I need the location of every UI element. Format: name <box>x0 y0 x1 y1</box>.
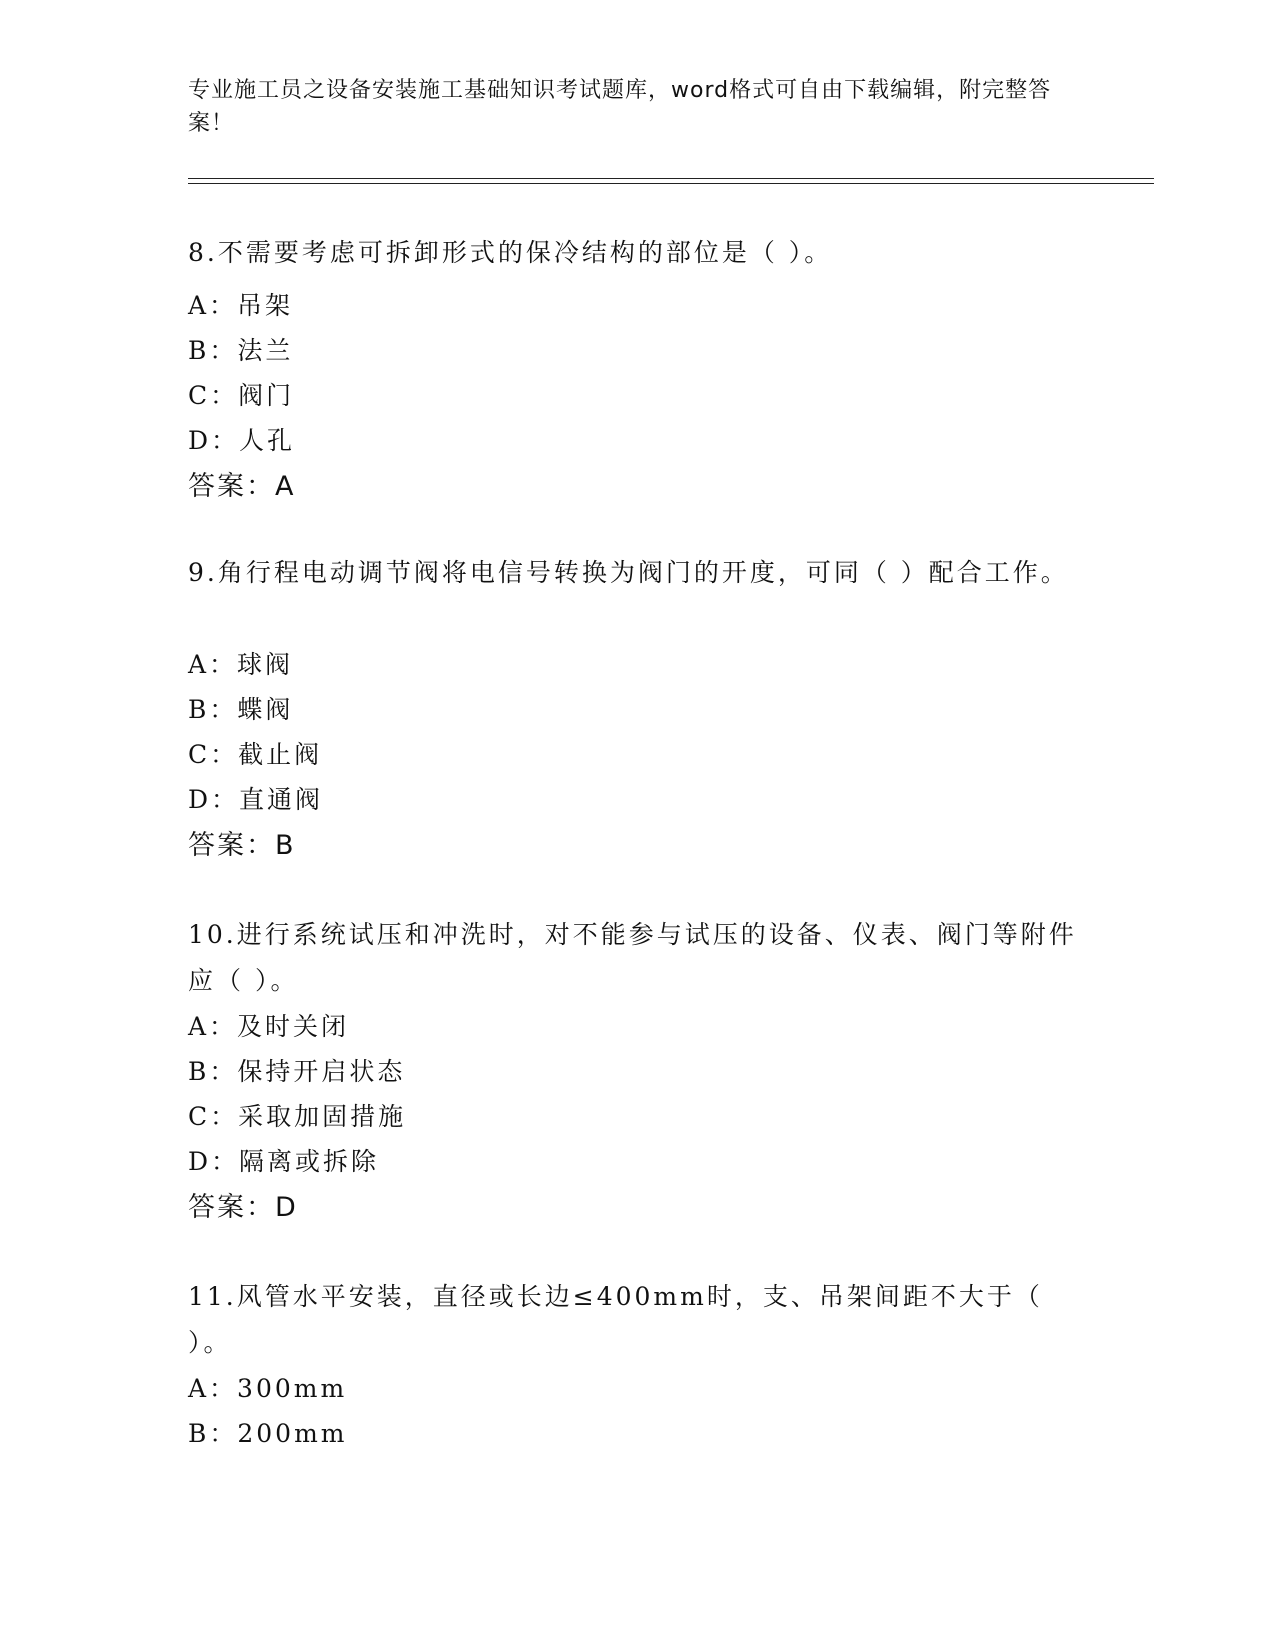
header-divider-bottom <box>188 183 1154 184</box>
question-11-option-a: A：300mm <box>188 1374 348 1403</box>
question-10-option-b: B：保持开启状态 <box>188 1057 406 1086</box>
question-9-option-c: C：截止阀 <box>188 740 323 769</box>
question-10-option-c: C：采取加固措施 <box>188 1102 407 1131</box>
question-10-option-a: A：及时关闭 <box>188 1012 350 1041</box>
question-8-option-b: B：法兰 <box>188 336 294 365</box>
question-10-answer: 答案：D <box>188 1192 298 1223</box>
question-11-option-b: B：200mm <box>188 1419 348 1448</box>
question-9-option-a: A：球阀 <box>188 650 294 679</box>
question-8-option-c: C：阀门 <box>188 381 295 410</box>
question-8-stem: 8.不需要考虑可拆卸形式的保冷结构的部位是（ ）。 <box>188 238 833 267</box>
header-divider-top <box>188 178 1154 179</box>
question-8-answer: 答案：A <box>188 471 296 502</box>
question-10-option-d: D：隔离或拆除 <box>188 1147 380 1176</box>
question-9-option-d: D：直通阀 <box>188 785 324 814</box>
question-8-option-d: D：人孔 <box>188 426 296 455</box>
question-9-option-b: B：蝶阀 <box>188 695 294 724</box>
question-11-stem: 11.风管水平安装，直径或长边≤400mm时，支、吊架间距不大于（ ）。 <box>188 1282 1043 1357</box>
question-9-stem: 9.角行程电动调节阀将电信号转换为阀门的开度，可同（ ）配合工作。 <box>188 558 1069 587</box>
question-9-answer: 答案：B <box>188 830 296 861</box>
question-8-option-a: A：吊架 <box>188 291 294 320</box>
document-header: 专业施工员之设备安装施工基础知识考试题库，word格式可自由下载编辑，附完整答案！ <box>188 78 1052 136</box>
question-10-stem: 10.进行系统试压和冲洗时，对不能参与试压的设备、仪表、阀门等附件应（ ）。 <box>188 920 1077 995</box>
